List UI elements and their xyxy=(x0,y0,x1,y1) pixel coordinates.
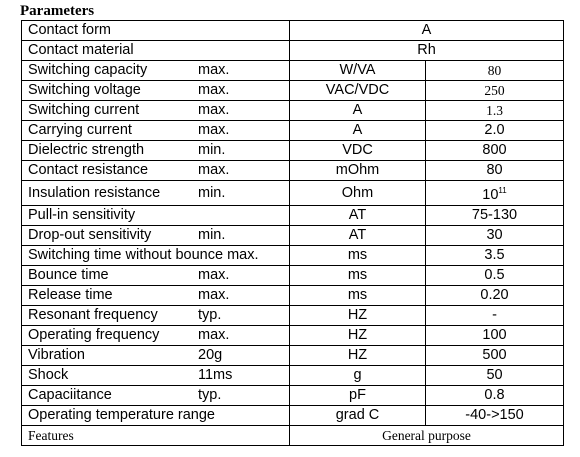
param-name: Switching time without bounce max. xyxy=(22,246,290,266)
param-qualifier: max. xyxy=(198,162,230,178)
param-name: Resonant frequency xyxy=(28,307,158,323)
param-value: 1.3 xyxy=(426,101,564,121)
param-value: 250 xyxy=(426,81,564,101)
table-row xyxy=(22,141,564,161)
param-unit: AT xyxy=(290,206,426,226)
param-name: Contact form xyxy=(22,21,290,41)
param-unit: ms xyxy=(290,286,426,306)
param-value: 500 xyxy=(426,346,564,366)
param-value: 0.5 xyxy=(426,266,564,286)
param-unit: ms xyxy=(290,266,426,286)
param-name: Switching current xyxy=(28,102,140,118)
param-value: 75-130 xyxy=(426,206,564,226)
param-name: Insulation resistance xyxy=(28,184,161,201)
param-name: Contact resistance xyxy=(28,162,149,178)
param-unit: pF xyxy=(290,386,426,406)
param-name: Vibration xyxy=(28,347,85,363)
param-name: Release time xyxy=(28,287,113,303)
table-row xyxy=(22,41,564,61)
param-value: 800 xyxy=(426,141,564,161)
param-name: Operating frequency xyxy=(28,327,160,343)
param-qualifier: min. xyxy=(198,142,226,158)
param-qualifier: 11ms xyxy=(198,367,233,383)
value-exponent: 11 xyxy=(498,186,507,196)
param-qualifier: max. xyxy=(198,327,230,343)
param-qualifier: min. xyxy=(198,227,226,243)
table-row xyxy=(22,346,564,366)
param-value: - xyxy=(426,306,564,326)
table-row xyxy=(22,181,564,206)
table-row xyxy=(22,121,564,141)
param-unit: HZ xyxy=(290,306,426,326)
param-qualifier: max. xyxy=(198,82,230,98)
table-row xyxy=(22,326,564,346)
param-unit: g xyxy=(290,366,426,386)
param-unit: grad C xyxy=(290,406,426,426)
param-qualifier: max. xyxy=(198,287,230,303)
param-qualifier: 20g xyxy=(198,347,223,363)
value-base: 10 xyxy=(482,186,499,203)
param-name: Switching capacity xyxy=(28,62,148,78)
param-value: 3.5 xyxy=(426,246,564,266)
param-qualifier: typ. xyxy=(198,307,222,323)
parameters-table xyxy=(21,20,564,446)
table-row xyxy=(22,101,564,121)
table-row xyxy=(22,306,564,326)
param-unit: VAC/VDC xyxy=(290,81,426,101)
param-qualifier: max. xyxy=(198,122,230,138)
param-value: 0.20 xyxy=(426,286,564,306)
param-unit: HZ xyxy=(290,326,426,346)
param-value xyxy=(426,181,564,206)
param-name: Drop-out sensitivity xyxy=(28,227,152,243)
param-name: Switching voltage xyxy=(28,82,141,98)
param-name: Bounce time xyxy=(28,267,109,283)
table-row xyxy=(22,366,564,386)
param-name: Features xyxy=(22,426,290,446)
param-name: Pull-in sensitivity xyxy=(28,207,136,223)
param-qualifier: max. xyxy=(198,267,230,283)
table-row xyxy=(22,81,564,101)
param-name: Operating temperature range xyxy=(22,406,290,426)
table-row xyxy=(22,206,564,226)
param-unit: mOhm xyxy=(290,161,426,181)
table-row xyxy=(22,406,564,426)
param-value: 2.0 xyxy=(426,121,564,141)
table-row xyxy=(22,226,564,246)
param-value: General purpose xyxy=(290,426,564,446)
param-value: 50 xyxy=(426,366,564,386)
table-row xyxy=(22,61,564,81)
param-value: 0.8 xyxy=(426,386,564,406)
param-name: Contact material xyxy=(22,41,290,61)
param-unit: A xyxy=(290,121,426,141)
param-value: -40->150 xyxy=(426,406,564,426)
param-value: 100 xyxy=(426,326,564,346)
param-unit: HZ xyxy=(290,346,426,366)
param-qualifier: typ. xyxy=(198,387,222,403)
table-row xyxy=(22,426,564,446)
param-qualifier: max. xyxy=(198,62,230,78)
param-name: Capaciitance xyxy=(28,387,112,403)
table-row xyxy=(22,246,564,266)
table-row xyxy=(22,266,564,286)
table-row xyxy=(22,286,564,306)
param-value: Rh xyxy=(290,41,564,61)
table-row xyxy=(22,21,564,41)
param-value: 80 xyxy=(426,161,564,181)
param-value: 80 xyxy=(426,61,564,81)
table-row xyxy=(22,386,564,406)
param-unit: AT xyxy=(290,226,426,246)
param-unit: A xyxy=(290,101,426,121)
param-unit: ms xyxy=(290,246,426,266)
param-qualifier: min. xyxy=(198,184,226,201)
param-name: Carrying current xyxy=(28,122,132,138)
param-value: A xyxy=(290,21,564,41)
param-unit: Ohm xyxy=(290,181,426,206)
section-title: Parameters xyxy=(20,3,95,19)
param-name: Dielectric strength xyxy=(28,142,145,158)
param-unit: W/VA xyxy=(290,61,426,81)
param-name: Shock xyxy=(28,367,69,383)
param-value: 30 xyxy=(426,226,564,246)
table-row xyxy=(22,161,564,181)
param-qualifier: max. xyxy=(198,102,230,118)
param-unit: VDC xyxy=(290,141,426,161)
